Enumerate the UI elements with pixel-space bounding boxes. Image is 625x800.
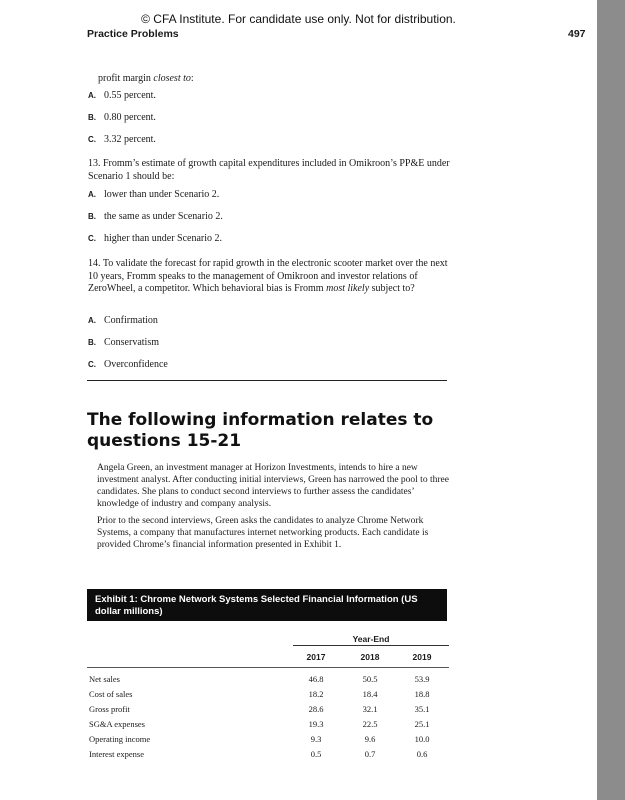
section-divider bbox=[87, 380, 447, 381]
q14-option-b bbox=[88, 337, 159, 348]
option-letter: C. bbox=[88, 360, 96, 369]
page-number: 497 bbox=[568, 28, 586, 40]
year-header-2019: 2019 bbox=[412, 652, 432, 662]
q12-option-c bbox=[88, 134, 156, 145]
table-cell: 18.2 bbox=[308, 689, 324, 699]
table-cell: 0.7 bbox=[364, 749, 376, 759]
table-row-label: Net sales bbox=[89, 674, 120, 684]
q14-option-a bbox=[88, 315, 158, 326]
q14-stem-end: subject to? bbox=[369, 283, 415, 294]
option-letter: B. bbox=[88, 338, 96, 347]
table-cell: 25.1 bbox=[414, 719, 430, 729]
table-cell: 53.9 bbox=[414, 674, 430, 684]
table-cell: 28.6 bbox=[308, 704, 324, 714]
q12-stem-punct: : bbox=[190, 73, 194, 84]
table-cell: 0.6 bbox=[416, 749, 428, 759]
table-row-label: Gross profit bbox=[89, 704, 130, 714]
table-row-label: SG&A expenses bbox=[89, 719, 145, 729]
table-cell: 10.0 bbox=[414, 734, 430, 744]
option-text: lower than under Scenario 2. bbox=[104, 189, 220, 200]
option-text: Overconfidence bbox=[104, 359, 168, 370]
option-text: the same as under Scenario 2. bbox=[104, 211, 223, 222]
table-cell: 22.5 bbox=[362, 719, 378, 729]
q14-number: 14. bbox=[88, 258, 101, 269]
option-text: 0.80 percent. bbox=[104, 112, 156, 123]
q13-number: 13. bbox=[88, 158, 101, 169]
copyright-watermark: © CFA Institute. For candidate use only. Not for distribution. bbox=[141, 12, 456, 26]
q12-option-b bbox=[88, 112, 156, 123]
q12-stem-emphasis: closest to bbox=[153, 73, 191, 84]
table-cell: 32.1 bbox=[362, 704, 378, 714]
q14-stem-emphasis: most likely bbox=[326, 283, 370, 294]
q13-option-b bbox=[88, 211, 223, 222]
option-letter: C. bbox=[88, 234, 96, 243]
table-cell: 19.3 bbox=[308, 719, 324, 729]
table-row-label: Interest expense bbox=[89, 749, 144, 759]
q13-stem bbox=[88, 158, 458, 183]
q13-stem-text: Fromm’s estimate of growth capital expenditures included in Omikroon’s PP&E under Scenario 1 should be: bbox=[88, 158, 450, 182]
table-cell: 18.8 bbox=[414, 689, 430, 699]
table-cell: 9.3 bbox=[310, 734, 322, 744]
q13-option-a bbox=[88, 189, 219, 200]
table-row-label: Operating income bbox=[89, 734, 151, 744]
q12-option-a bbox=[88, 90, 156, 101]
running-head: Practice Problems bbox=[87, 28, 179, 40]
q13-option-c bbox=[88, 233, 222, 244]
viewer-side-panel bbox=[597, 0, 625, 800]
table-cell: 9.6 bbox=[364, 734, 376, 744]
year-header-2017: 2017 bbox=[306, 652, 326, 662]
intro-paragraph-2: Prior to the second interviews, Green asks the candidates to analyze Chrome Network Systems, a company that manufactures internet networking products. Each candidate is provided Chrome’s financial information presented in Exhibit 1. bbox=[97, 516, 429, 550]
option-letter: A. bbox=[88, 91, 96, 100]
option-text: 0.55 percent. bbox=[104, 90, 156, 101]
option-text: 3.32 percent. bbox=[104, 134, 156, 145]
option-text: Conservatism bbox=[104, 337, 159, 348]
header-rule bbox=[293, 645, 449, 646]
table-cell: 0.5 bbox=[310, 749, 322, 759]
option-letter: C. bbox=[88, 135, 96, 144]
q14-option-c bbox=[88, 359, 168, 370]
option-letter: B. bbox=[88, 212, 96, 221]
year-end-header: Year-End bbox=[352, 634, 390, 644]
year-header-2018: 2018 bbox=[360, 652, 380, 662]
option-letter: A. bbox=[88, 190, 96, 199]
table-cell: 50.5 bbox=[362, 674, 378, 684]
table-cell: 46.8 bbox=[308, 674, 324, 684]
q14-stem bbox=[88, 258, 458, 296]
table-row-label: Cost of sales bbox=[89, 689, 133, 699]
intro-paragraph-1: Angela Green, an investment manager at Horizon Investments, intends to hire a new investment analyst. After conducting initial interviews, Green has narrowed the pool to three candidates. She plans to conduct second interviews to further assess the candidates’ knowledge of industry and company analysis. bbox=[97, 463, 449, 509]
table-header-rule bbox=[87, 667, 449, 668]
exhibit-title: Exhibit 1: Chrome Network Systems Selected Financial Information (US dollar millions) bbox=[87, 589, 447, 621]
q12-stem-continuation bbox=[98, 72, 194, 85]
option-letter: B. bbox=[88, 113, 96, 122]
table-cell: 35.1 bbox=[414, 704, 430, 714]
option-text: Confirmation bbox=[104, 315, 158, 326]
section-heading: The following information relates to questions 15-21 bbox=[87, 410, 434, 451]
q14-stem-text: To validate the forecast for rapid growth in the electronic scooter market over the next 10 years, Fromm speaks to the management of Omikroon and investor relations of ZeroWheel, a competitor. Which behavioral bias is Fromm bbox=[88, 258, 448, 294]
table-cell: 18.4 bbox=[362, 689, 378, 699]
q12-stem-text: profit margin bbox=[98, 73, 154, 84]
option-text: higher than under Scenario 2. bbox=[104, 233, 223, 244]
option-letter: A. bbox=[88, 316, 96, 325]
